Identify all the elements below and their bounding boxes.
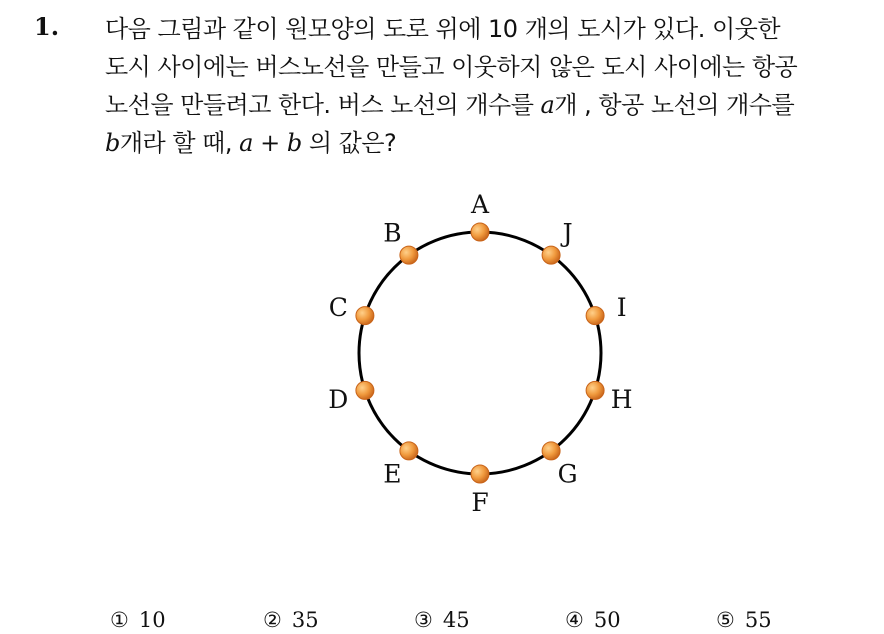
city-node-f — [471, 465, 489, 483]
choice-1-mark: ① — [110, 608, 129, 632]
choice-1[interactable] — [110, 608, 166, 632]
city-label-c: C — [328, 293, 348, 322]
city-node-h — [586, 381, 604, 399]
question-line-4-text: 개라 할 때, — [119, 129, 240, 157]
choice-5[interactable] — [716, 608, 772, 632]
city-label-a: A — [470, 190, 490, 219]
question-number: 1. — [34, 12, 60, 41]
choice-4[interactable] — [565, 608, 621, 632]
city-node-c — [356, 307, 374, 325]
city-nodes — [328, 190, 632, 517]
city-node-b — [400, 246, 418, 264]
city-label-f: F — [471, 488, 489, 517]
choice-3[interactable] — [414, 608, 470, 632]
question-line-3-text: 노선을 만들려고 한다. 버스 노선의 개수를 — [105, 91, 541, 119]
city-label-e: E — [383, 459, 402, 489]
question-line-1: 다음 그림과 같이 원모양의 도로 위에 10 개의 도시가 있다. 이웃한 — [105, 15, 781, 43]
city-node-e — [400, 442, 418, 460]
choice-2-mark: ② — [263, 608, 282, 632]
choice-1-value: 10 — [138, 608, 166, 632]
choice-2-value: 35 — [291, 608, 319, 632]
city-node-d — [356, 381, 374, 399]
choice-3-mark: ③ — [414, 608, 433, 632]
circular-road — [359, 232, 601, 474]
city-node-a — [471, 223, 489, 241]
choice-5-mark: ⑤ — [716, 608, 735, 632]
variable-b: b — [105, 129, 120, 157]
city-label-h: H — [610, 385, 633, 414]
choice-2[interactable] — [263, 608, 319, 632]
city-label-j: J — [562, 218, 573, 248]
choice-5-value: 55 — [744, 608, 772, 632]
choice-3-value: 45 — [442, 608, 470, 632]
expression-a-plus-b: a + b — [239, 129, 302, 157]
city-label-b: B — [383, 218, 402, 248]
city-node-i — [586, 307, 604, 325]
city-node-j — [542, 246, 560, 264]
choice-4-mark: ④ — [565, 608, 584, 632]
question-line-3-tail: 개 , 항공 노선의 개수를 — [554, 91, 795, 119]
city-label-g: G — [557, 459, 578, 489]
city-label-d: D — [328, 385, 349, 414]
city-node-g — [542, 442, 560, 460]
question-line-2: 도시 사이에는 버스노선을 만들고 이웃하지 않은 도시 사이에는 항공 — [105, 53, 798, 81]
variable-a: a — [540, 91, 555, 119]
question-line-4-tail: 의 값은? — [301, 129, 397, 157]
answer-choices — [110, 608, 850, 634]
choice-4-value: 50 — [593, 608, 621, 632]
city-label-i: I — [616, 293, 627, 322]
